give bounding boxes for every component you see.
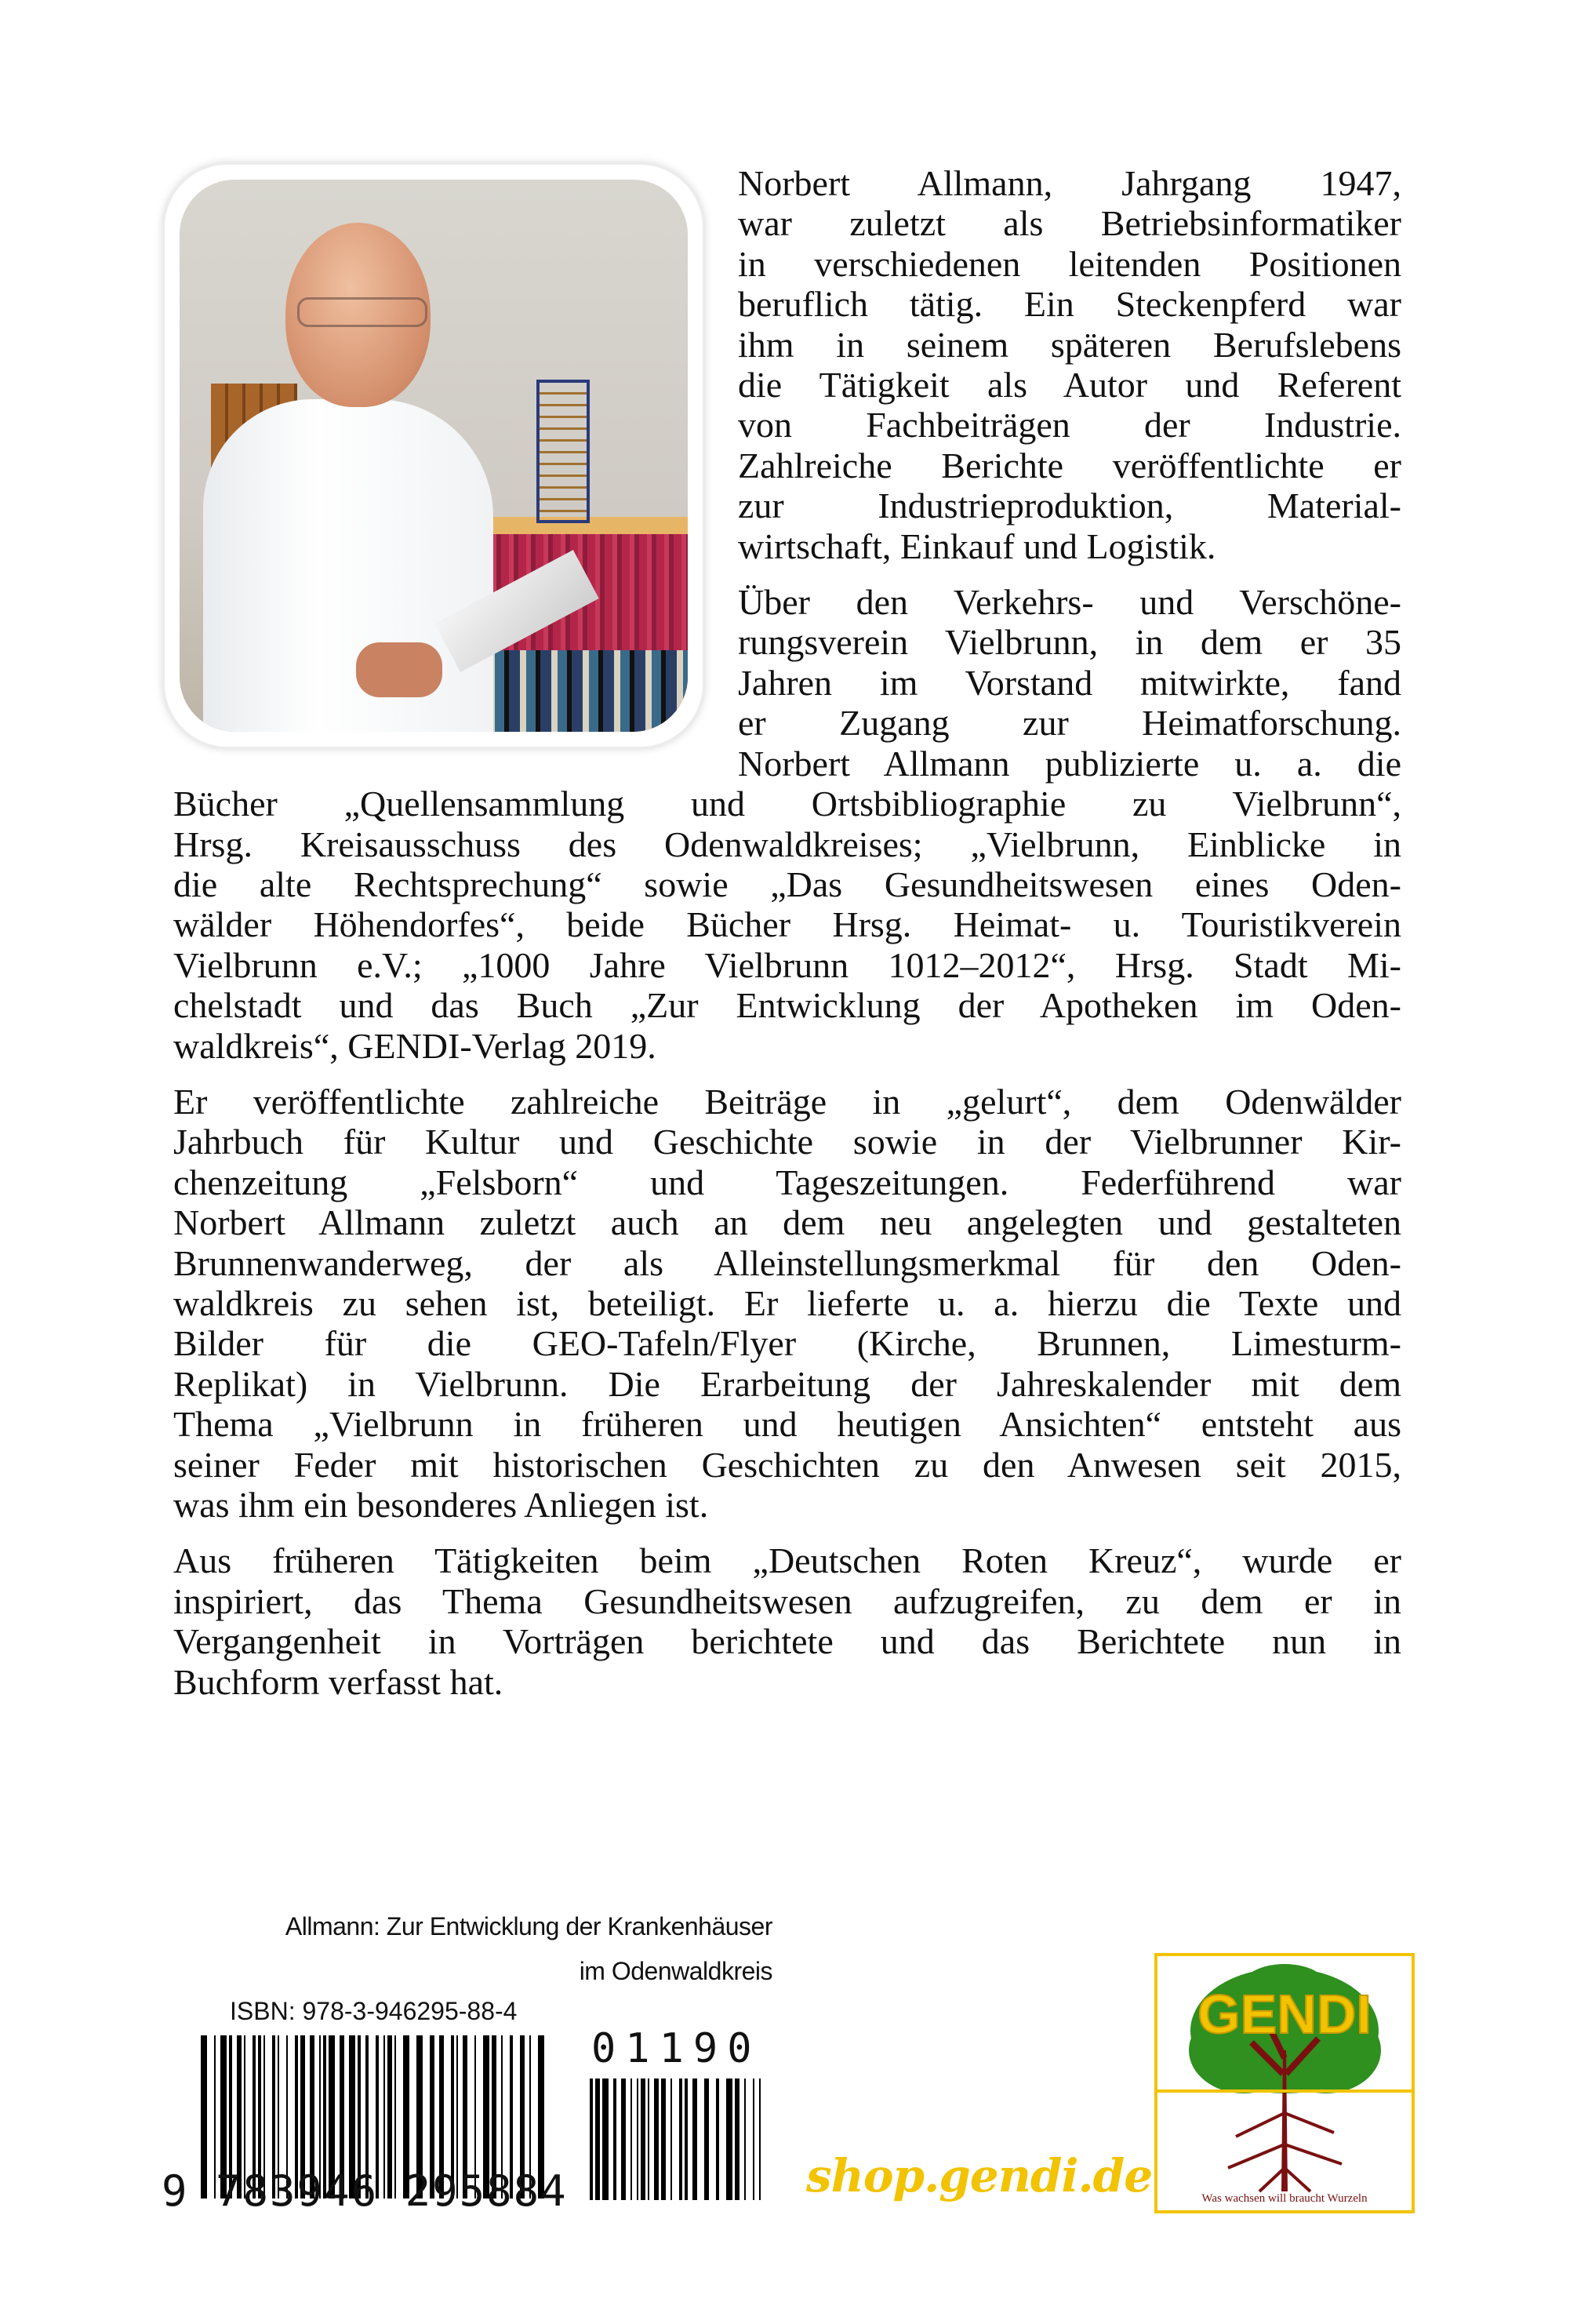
text-line: waldkreis zu sehen ist, beteiligt. Er lieferte u. a. hierzu die Texte und	[173, 1282, 1401, 1323]
text-line: in verschiedenen leitenden Positionen	[738, 243, 1401, 284]
text-line: Vergangenheit in Vorträgen berichtete und das Berichtete nun in	[173, 1621, 1401, 1662]
text-line: wälder Höhendorfes“, beide Bücher Hrsg. Heimat- u. Touristikverein	[173, 904, 1401, 945]
addon-barcode	[590, 2079, 762, 2200]
text-line: Bilder für die GEO-Tafeln/Flyer (Kirche, Brunnen, Limesturm-	[173, 1323, 1401, 1364]
barcode-bar	[595, 2079, 600, 2200]
text-line: chelstadt und das Buch „Zur Entwicklung der Apotheken im Oden-	[173, 985, 1401, 1026]
text-line: Replikat) in Vielbrunn. Die Erarbeitung der Jahreskalender mit dem	[173, 1363, 1401, 1404]
text-line: Er veröffentlichte zahlreiche Beiträge in „gelurt“, dem Odenwälder	[173, 1081, 1401, 1122]
paragraph	[173, 582, 1401, 1066]
barcode-bar	[613, 2079, 616, 2200]
barcode-bar	[654, 2079, 659, 2200]
barcode-bar	[753, 2079, 754, 2200]
text-line: Aus früheren Tätigkeiten beim „Deutschen Roten Kreuz“, wurde er	[173, 1540, 1401, 1581]
text-line: zur Industrieproduktion, Material-	[738, 486, 1401, 526]
isbn-label: ISBN: 978-3-946295-88-4	[230, 1997, 518, 2025]
text-line: die Tätigkeit als Autor und Referent	[738, 365, 1401, 406]
author-biography	[173, 163, 1401, 1718]
text-line: Norbert Allmann publizierte u. a. die	[738, 743, 1401, 784]
text-line: Jahren im Vorstand mitwirkte, fand	[738, 662, 1401, 703]
tree-icon	[1157, 1956, 1412, 2210]
barcode-bar	[679, 2079, 682, 2200]
text-line: Bücher „Quellensammlung und Ortsbibliographie zu Vielbrunn“,	[173, 784, 1401, 824]
barcode-bar	[670, 2079, 672, 2200]
book-title	[231, 1904, 772, 1994]
text-line: Vielbrunn e.V.; „1000 Jahre Vielbrunn 1012–2012“, Hrsg. Stadt Mi-	[173, 944, 1401, 985]
barcode-bar	[630, 2079, 632, 2200]
logo-slogan: Was wachsen will braucht Wurzeln	[1201, 2192, 1368, 2205]
book-title-line2: im Odenwaldkreis	[579, 1957, 772, 1985]
text-line: Buchform verfasst hat.	[173, 1661, 503, 1702]
barcode-bar	[590, 2079, 593, 2200]
text-line: was ihm ein besonderes Anliegen ist.	[173, 1485, 709, 1525]
paragraph	[173, 1540, 1401, 1702]
barcode-bar	[759, 2079, 761, 2200]
text-line: Norbert Allmann, Jahrgang 1947,	[738, 163, 1401, 203]
paragraph	[173, 1082, 1401, 1525]
text-line: von Fachbeiträgen der Industrie.	[738, 405, 1401, 446]
shop-url[interactable]: shop.gendi.de	[806, 2149, 1153, 2202]
text-line: inspiriert, das Thema Gesundheitswesen aufzugreifen, zu dem er in	[173, 1580, 1401, 1621]
text-line: Hrsg. Kreisausschuss des Odenwaldkreises; „Vielbrunn, Einblicke in	[173, 824, 1401, 864]
logo-divider	[1157, 2089, 1412, 2093]
text-line: waldkreis“, GENDI-Verlag 2019.	[173, 1025, 656, 1066]
gendi-logo	[1154, 1953, 1415, 2213]
addon-digits: 01190	[591, 2025, 761, 2072]
barcode-bar	[661, 2079, 666, 2200]
barcode-bar	[621, 2079, 626, 2200]
text-line: rungsverein Vielbrunn, in dem er 35	[738, 622, 1401, 663]
barcode-bar	[602, 2079, 609, 2200]
text-line: chenzeitung „Felsborn“ und Tageszeitungen. Federführend war	[173, 1162, 1401, 1202]
text-line: war zuletzt als Betriebsinformatiker	[738, 203, 1401, 244]
barcode-bar	[704, 2079, 709, 2200]
text-line: beruflich tätig. Ein Steckenpferd war	[738, 284, 1401, 325]
barcode-bar	[641, 2079, 645, 2200]
text-line: Brunnenwanderweg, der als Alleinstellungsmerkmal für den Oden-	[173, 1242, 1401, 1283]
text-line: seiner Feder mit historischen Geschichten zu den Anwesen seit 2015,	[173, 1444, 1401, 1485]
text-line: die alte Rechtsprechung“ sowie „Das Gesundheitswesen eines Oden-	[173, 864, 1401, 904]
barcode-bar	[744, 2079, 746, 2200]
text-line: Jahrbuch für Kultur und Geschichte sowie in der Vielbrunner Kir-	[173, 1122, 1401, 1162]
text-line: Norbert Allmann zuletzt auch an dem neu angelegten und gestalteten	[173, 1202, 1401, 1243]
barcode-bar	[648, 2079, 649, 2200]
text-line: Über den Verkehrs- und Verschöne-	[738, 582, 1401, 623]
text-line: wirtschaft, Einkauf und Logistik.	[738, 526, 1216, 566]
barcode-bar	[685, 2079, 688, 2200]
logo-text: GENDI	[1197, 1984, 1372, 2045]
barcode-bar	[637, 2079, 638, 2200]
barcode-bar	[735, 2079, 739, 2200]
text-line: Thema „Vielbrunn in früheren und heutigen Ansichten“ entsteht aus	[173, 1404, 1401, 1445]
text-line: Zahlreiche Berichte veröffentlichte er	[738, 445, 1401, 486]
barcode-bar	[726, 2079, 732, 2200]
text-line: ihm in seinem späteren Berufslebens	[738, 324, 1401, 365]
book-title-line1: Allmann: Zur Entwicklung der Krankenhäuser	[285, 1912, 772, 1940]
barcode-bar	[716, 2079, 719, 2200]
barcode-digits: 9 783946 295884	[162, 2166, 568, 2216]
barcode-bar	[692, 2079, 697, 2200]
paragraph	[173, 163, 1401, 566]
text-line: er Zugang zur Heimatforschung.	[738, 703, 1401, 744]
